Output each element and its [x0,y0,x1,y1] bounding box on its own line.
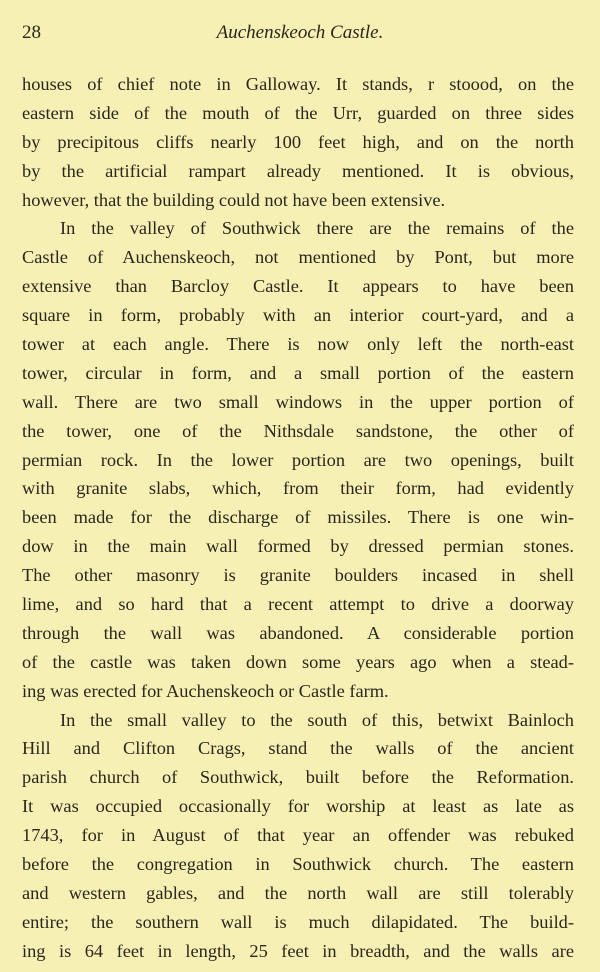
text-line: ing is 64 feet in length, 25 feet in breadth, and the walls are [22,940,574,961]
text-line: with granite slabs, which, from their form, had evidently [22,478,574,499]
text-line: however, that the building could not have been extensive. [22,189,446,210]
page-header [22,22,578,52]
text-line: the tower, one of the Nithsdale sandstone, the other of [22,420,574,441]
text-line: of the castle was taken down some years ago when a stead- [22,651,574,672]
text-line: eastern side of the mouth of the Urr, guarded on three sides [22,102,574,123]
text-line: Castle of Auchenskeoch, not mentioned by Pont, but more [22,247,574,268]
text-line: by precipitous cliffs nearly 100 feet high, and on the north [22,131,574,152]
text-line: lime, and so hard that a recent attempt to drive a doorway [22,594,574,615]
text-line: houses of chief note in Galloway. It stands, r stoood, on the [22,74,574,94]
text-line: tower, circular in form, and a small portion of the eastern [22,362,574,383]
text-line: ing was erected for Auchenskeoch or Castle farm. [22,680,389,701]
text-line: square in form, probably with an interior court-yard, and a [22,305,574,326]
running-title: Auchenskeoch Castle. [216,22,384,43]
text-line: dow in the main wall formed by dressed permian stones. [22,536,574,557]
text-line: 1743, for in August of that year an offender was rebuked [22,825,574,846]
text-line: entire; the southern wall is much dilapidated. The build- [22,911,574,932]
text-line: by the artificial rampart already mentioned. It is obvious, [22,160,574,181]
text-line: wall. There are two small windows in the upper portion of [22,391,574,412]
text-line: permian rock. In the lower portion are two openings, built [22,449,574,470]
text-line: been made for the discharge of missiles. There is one win- [22,507,574,528]
text-line: In the small valley to the south of this, betwixt Bainloch [60,709,574,730]
body-text [22,70,574,966]
text-line: extensive than Barcloy Castle. It appears to have been [22,276,574,297]
text-line: Hill and Clifton Crags, stand the walls of the ancient [22,738,574,759]
text-line: tower at each angle. There is now only left the north-east [22,334,574,355]
page-number: 28 [22,22,41,43]
text-line: and western gables, and the north wall are still tolerably [22,882,574,903]
text-line: parish church of Southwick, built before the Reformation. [22,767,574,788]
text-line: through the wall was abandoned. A considerable portion [22,622,574,643]
text-line: The other masonry is granite boulders incased in shell [22,565,574,586]
text-line: It was occupied occasionally for worship at least as late as [22,796,574,817]
text-line: before the congregation in Southwick church. The eastern [22,854,574,875]
text-line: In the valley of Southwick there are the remains of the [60,218,574,239]
